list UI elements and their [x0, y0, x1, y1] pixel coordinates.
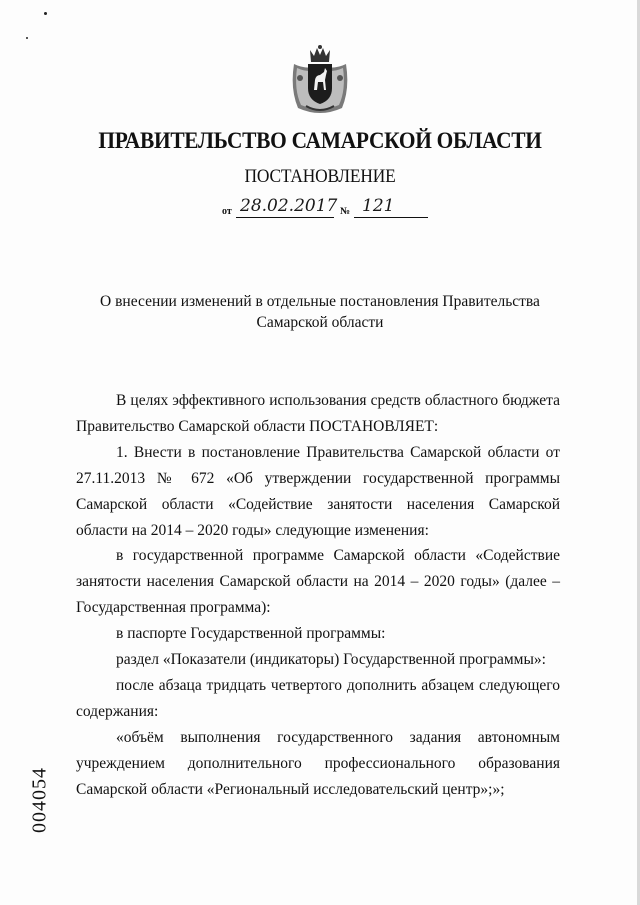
body-paragraph: 1. Внести в постановление Правительства Самарской области от 27.11.2013 № 672 «Об утверждении государственной программы Самарской области «Содействие занятости населения Самарской области на 2014 – 2020 годы» следующие изменения: — [76, 443, 560, 539]
body-paragraph: В целях эффективного использования средств областного бюджета Правительство Самарской области ПОСТАНОВЛЯЕТ: — [76, 392, 560, 435]
body-paragraph: раздел «Показатели (индикаторы) Государственной программы»: — [116, 651, 546, 669]
serial-number: 004054 — [28, 767, 51, 833]
subject-line: Самарской области — [256, 314, 384, 331]
subject-line: О внесении изменений в отдельные постановления Правительства — [100, 293, 540, 310]
handwritten-number: 121 — [362, 196, 395, 216]
body-paragraph: в паспорте Государственной программы: — [116, 625, 386, 643]
document-body — [76, 388, 560, 803]
date-underline — [236, 217, 334, 218]
number-underline — [354, 217, 428, 218]
handwritten-date: 28.02.2017 — [240, 196, 338, 216]
body-paragraph: после абзаца тридцать четвертого дополнить абзацем следующего содержания: — [76, 676, 560, 720]
date-number-line — [222, 196, 432, 220]
government-name-heading: ПРАВИТЕЛЬСТВО САМАРСКОЙ ОБЛАСТИ — [98, 128, 542, 153]
scan-speck — [44, 12, 47, 15]
scan-speck — [26, 37, 28, 39]
document-type-title: ПОСТАНОВЛЕНИЕ — [244, 167, 396, 187]
document-subject — [96, 291, 544, 333]
margin-serial-stamp — [20, 740, 60, 860]
date-prefix: от — [222, 206, 232, 217]
body-paragraph: «объём выполнения государственного задания автономным учреждением дополнительного профессионального образования Самарской области «Региональный исследовательский центр»;»; — [76, 728, 560, 798]
samara-coat-of-arms-icon — [288, 44, 352, 116]
number-prefix: № — [340, 206, 351, 217]
body-paragraph: в государственной программе Самарской области «Содействие занятости населения Самарской области на 2014 – 2020 годы» (далее – Государственная программа): — [76, 547, 560, 617]
